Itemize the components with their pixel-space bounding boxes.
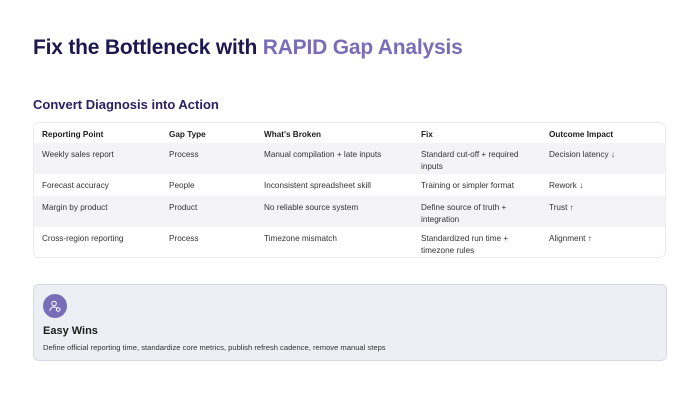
- card-description: Define official reporting time, standardize core metrics, publish refresh cadence, remove manual steps: [43, 343, 386, 352]
- table-row: [34, 196, 665, 227]
- easy-wins-card: [33, 284, 667, 361]
- table-cell: Product: [169, 203, 198, 212]
- table-row: [34, 227, 665, 258]
- column-header: Reporting Point: [42, 130, 104, 139]
- column-header: Outcome Impact: [549, 130, 614, 139]
- table-cell: Weekly sales report: [42, 150, 114, 159]
- table-cell: Forecast accuracy: [42, 181, 109, 190]
- column-header: What's Broken: [264, 130, 321, 139]
- table-row: [34, 143, 665, 174]
- table-cell: Decision latency ↓: [549, 150, 615, 159]
- table-cell: No reliable source system: [264, 203, 359, 212]
- section-subtitle: Convert Diagnosis into Action: [33, 97, 219, 112]
- user-icon: [43, 294, 67, 318]
- table-cell: Manual compilation + late inputs: [264, 150, 382, 159]
- table-cell: Define source of truth + integration: [421, 203, 507, 224]
- page-title: [33, 36, 463, 60]
- table-cell: Process: [169, 150, 199, 159]
- table-cell: Margin by product: [42, 203, 108, 212]
- table-cell: Standard cut-off + required inputs: [421, 150, 519, 171]
- gap-analysis-table: [33, 122, 666, 258]
- title-accent: RAPID Gap Analysis: [262, 36, 463, 59]
- table-cell: Cross-region reporting: [42, 234, 124, 243]
- table-row: [34, 174, 665, 196]
- table-cell: Alignment ↑: [549, 234, 592, 243]
- table-cell: Standardized run time + timezone rules: [421, 234, 509, 255]
- table-cell: Inconsistent spreadsheet skill: [264, 181, 371, 190]
- column-header: Fix: [421, 130, 433, 139]
- table-cell: Trust ↑: [549, 203, 574, 212]
- table-cell: People: [169, 181, 195, 190]
- column-header: Gap Type: [169, 130, 206, 139]
- table-cell: Training or simpler format: [421, 181, 514, 190]
- title-main: Fix the Bottleneck with: [33, 36, 263, 59]
- card-title: Easy Wins: [43, 325, 98, 337]
- table-header-row: [34, 123, 665, 143]
- table-cell: Timezone mismatch: [264, 234, 337, 243]
- table-cell: Rework ↓: [549, 181, 584, 190]
- table-cell: Process: [169, 234, 199, 243]
